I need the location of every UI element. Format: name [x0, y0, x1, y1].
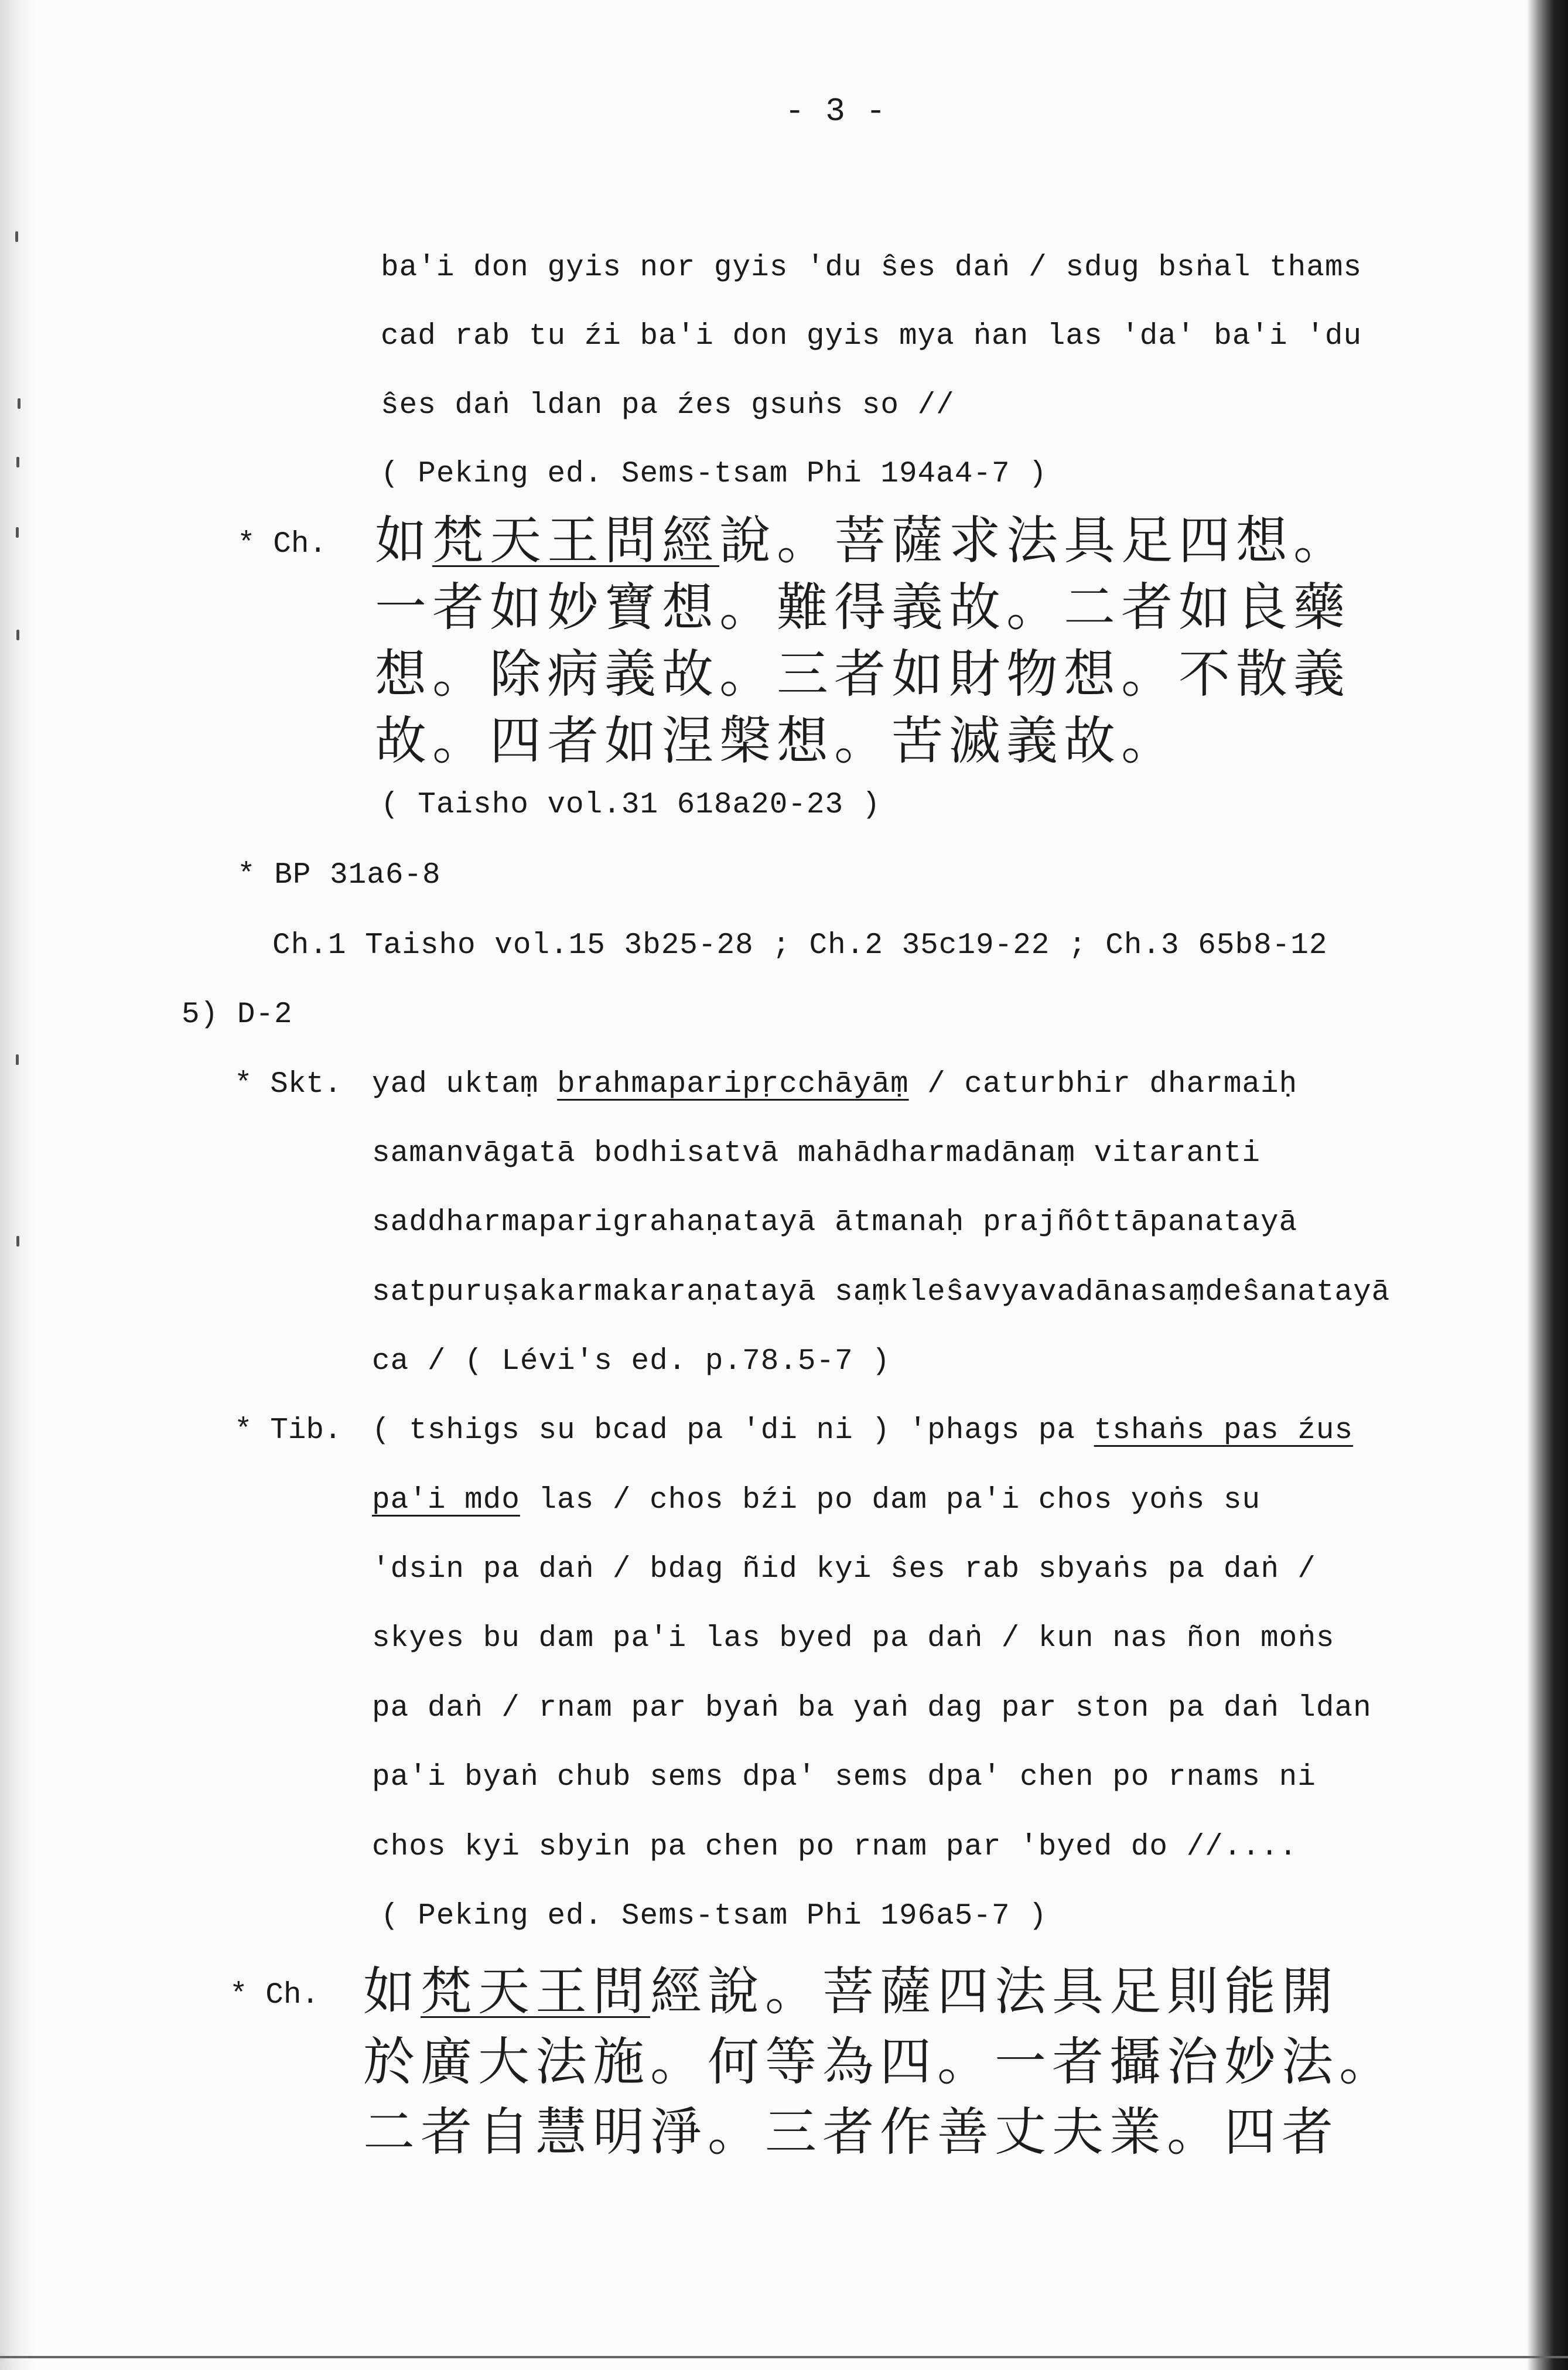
ch-handwritten-line: 如梵天王問經說。菩薩求法具足四想。	[375, 510, 1351, 571]
tib-title-part1: tshaṅs pas źus	[1094, 1414, 1354, 1447]
skt-marker: * Skt.	[234, 1068, 342, 1101]
skt-line: satpuruṣakarmakaraṇatayā saṃkleŝavyavadānasaṃdeŝanatayā	[372, 1276, 1391, 1309]
scan-bottom-edge	[0, 2356, 1568, 2358]
margin-mark	[16, 457, 19, 467]
ch-marker: * Ch.	[230, 1979, 320, 2012]
margin-mark	[15, 231, 18, 242]
section-label: 5) D-2	[182, 998, 293, 1032]
ch-reference: ( Taisho vol.31 618a20-23 )	[381, 788, 881, 822]
bp-reference-line: Ch.1 Taisho vol.15 3b25-28 ; Ch.2 35c19-22 ; Ch.3 65b8-12	[272, 929, 1328, 962]
ch-handwritten-line: 想。除病義故。三者如財物想。不散義	[375, 644, 1351, 704]
tib-reference: ( Peking ed. Sems-tsam Phi 194a4-7 )	[381, 457, 1047, 491]
tib-continuation-line: cad rab tu źi ba'i don gyis mya ṅan las 'da' ba'i 'du	[381, 320, 1362, 353]
ch-handwritten-line: 如梵天王問經說。菩薩四法具足則能開	[363, 1961, 1340, 2021]
ch-sutra-title: 梵天王問	[421, 1961, 651, 2021]
skt-line: saddharmaparigrahaṇatayā ātmanaḥ prajñôttāpanatayā	[372, 1206, 1298, 1239]
tib-continuation-line: ba'i don gyis nor gyis 'du ŝes daṅ / sdug bsṅal thams	[381, 251, 1362, 285]
margin-mark	[16, 1236, 19, 1247]
ch-handwritten-line: 二者自慧明淨。三者作善丈夫業。四者	[363, 2102, 1340, 2162]
tib-line: chos kyi sbyin pa chen po rnam par 'byed do //....	[372, 1831, 1298, 1864]
tib-line: pa'i mdo las / chos bźi po dam pa'i chos yoṅs su	[372, 1484, 1261, 1517]
margin-mark	[16, 630, 19, 640]
skt-line: ca / ( Lévi's ed. p.78.5-7 )	[372, 1345, 890, 1378]
tib-line: ( tshigs su bcad pa 'di ni ) 'phags pa tshaṅs pas źus	[372, 1414, 1354, 1447]
ch-sutra-title: 梵天王問經	[432, 510, 720, 571]
tib-continuation-line: ŝes daṅ ldan pa źes gsuṅs so //	[381, 389, 955, 422]
tib-line: 'dsin pa daṅ / bdag ñid kyi ŝes rab sbyaṅs pa daṅ /	[372, 1553, 1316, 1586]
margin-mark	[18, 398, 21, 409]
skt-title: brahmaparipṛcchāyāṃ	[557, 1068, 909, 1101]
tib-line: skyes bu dam pa'i las byed pa daṅ / kun nas ñon moṅs	[372, 1622, 1335, 1655]
tib-marker: * Tib.	[234, 1414, 342, 1447]
skt-line: samanvāgatā bodhisatvā mahādharmadānaṃ vitaranti	[372, 1137, 1261, 1170]
bp-marker: * BP 31a6-8	[237, 859, 441, 892]
page-number: - 3 -	[785, 93, 887, 130]
tib-reference: ( Peking ed. Sems-tsam Phi 196a5-7 )	[381, 1900, 1047, 1933]
scan-left-edge-shadow	[0, 0, 35, 2370]
ch-handwritten-line: 於廣大法施。何等為四。一者攝治妙法。	[363, 2031, 1397, 2092]
margin-mark	[16, 527, 19, 538]
ch-marker: * Ch.	[237, 528, 327, 561]
tib-title-part2: pa'i mdo	[372, 1484, 520, 1517]
ch-handwritten-line: 一者如妙寶想。難得義故。二者如良藥	[375, 577, 1351, 637]
tib-line: pa'i byaṅ chub sems dpa' sems dpa' chen po rnams ni	[372, 1761, 1316, 1794]
scan-right-edge-shadow	[1527, 0, 1568, 2370]
tib-line: pa daṅ / rnam par byaṅ ba yaṅ dag par ston pa daṅ ldan	[372, 1692, 1372, 1725]
ch-handwritten-line: 故。四者如涅槃想。苦滅義故。	[375, 711, 1179, 771]
margin-mark	[16, 1054, 19, 1065]
skt-line: yad uktaṃ brahmaparipṛcchāyāṃ / caturbhir dharmaiḥ	[372, 1068, 1298, 1101]
